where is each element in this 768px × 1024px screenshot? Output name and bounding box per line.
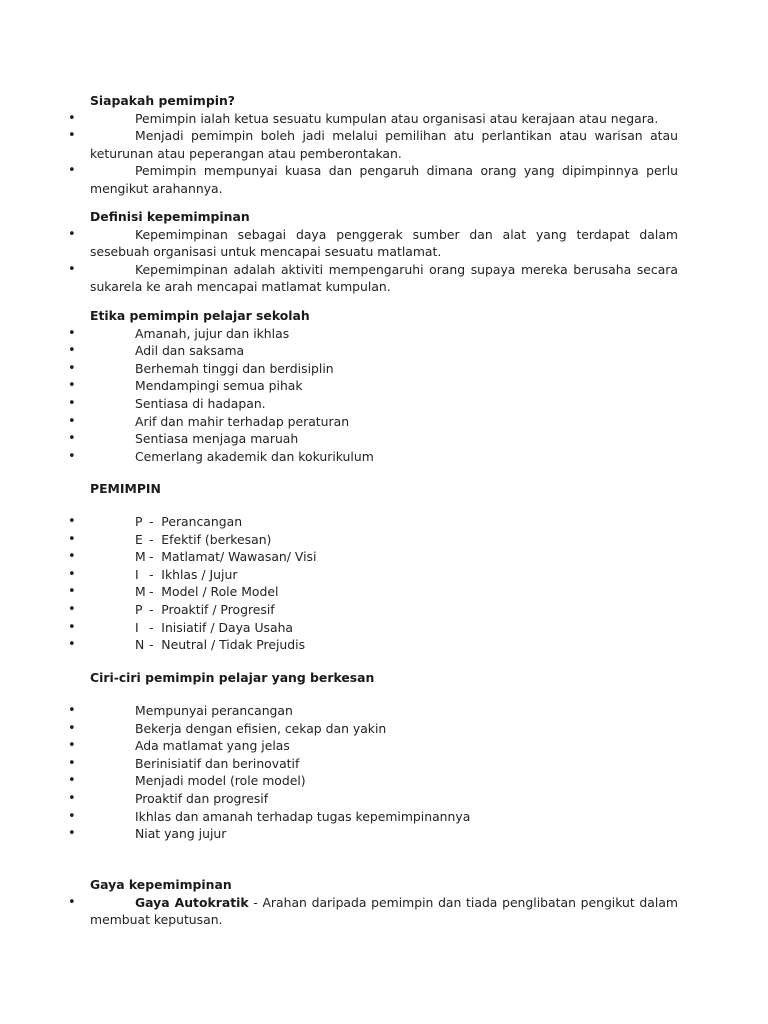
style-term: Gaya Autokratik	[135, 894, 249, 910]
bullet: •	[68, 378, 76, 394]
acronym-letter: P	[135, 514, 143, 529]
list-item	[68, 790, 678, 808]
acronym-item: • P - Perancangan	[68, 514, 243, 529]
acronym-meaning: Matlamat/ Wawasan/ Visi	[161, 549, 317, 565]
bullet: •	[68, 755, 76, 771]
section-ciri	[68, 702, 678, 843]
section-heading: Etika pemimpin pelajar sekolah	[90, 308, 310, 323]
bullet: •	[68, 549, 76, 565]
item-text: Mempunyai perancangan	[135, 703, 293, 718]
section-definisi	[68, 208, 678, 296]
list-item	[68, 737, 678, 755]
section-pemimpin-heading	[68, 480, 678, 498]
bullet: •	[68, 637, 76, 653]
acronym-letter: I	[135, 566, 139, 582]
list-item	[68, 127, 678, 162]
bullet: •	[68, 826, 76, 842]
item-text: Niat yang jujur	[135, 826, 227, 842]
acronym-item: • M - Model / Role Model	[68, 584, 279, 600]
section-etika	[68, 307, 678, 465]
item-text: Berinisiatif dan berinovatif	[135, 755, 300, 771]
bullet: •	[68, 261, 76, 277]
item-text: Adil dan saksama	[135, 343, 245, 359]
list-item	[68, 377, 678, 395]
acronym-letter: M	[135, 584, 146, 600]
list-item	[68, 325, 678, 343]
section-siapakah	[68, 92, 678, 198]
item-text: Pemimpin mempunyai kuasa dan pengaruh dimana orang yang dipimpinnya perlu mengikut arahannya.	[90, 163, 678, 196]
item-text: Kepemimpinan sebagai daya penggerak sumber dan alat yang terdapat dalam sesebuah organisasi untuk mencapai sesuatu matlamat.	[90, 226, 678, 260]
item-text: Arif dan mahir terhadap peraturan	[135, 413, 350, 429]
item-text: Berhemah tinggi dan berdisiplin	[135, 360, 334, 376]
acronym-meaning: Perancangan	[161, 514, 243, 529]
section-heading: PEMIMPIN	[90, 481, 161, 496]
bullet: •	[68, 531, 76, 547]
acronym-letter: P	[135, 601, 143, 617]
bullet: •	[68, 894, 76, 910]
bullet: •	[68, 773, 76, 789]
bullet: •	[68, 584, 76, 600]
item-text: Pemimpin ialah ketua sesuatu kumpulan atau organisasi atau kerajaan atau negara.	[135, 110, 659, 126]
acronym-letter: I	[135, 619, 139, 635]
acronym-meaning: Inisiatif / Daya Usaha	[161, 619, 294, 635]
bullet: •	[68, 413, 76, 429]
item-text: - Arahan daripada pemimpin dan tiada penglibatan pengikut dalam membuat keputusan.	[90, 894, 678, 928]
bullet: •	[68, 325, 76, 341]
acronym-letter: M	[135, 549, 146, 565]
acronym-letter: N	[135, 637, 145, 653]
list-item	[68, 226, 678, 261]
acronym-item: • I - Inisiatif / Daya Usaha	[68, 619, 294, 635]
section-heading: Ciri-ciri pemimpin pelajar yang berkesan	[90, 670, 375, 685]
acronym-item: • I - Ikhlas / Jujur	[68, 566, 238, 582]
item-text: Sentiasa di hadapan.	[135, 395, 266, 411]
item-text: Kepemimpinan adalah aktiviti mempengaruhi orang supaya mereka berusaha secara sukarela ke arah mencapai matlamat kumpulan.	[90, 261, 678, 295]
bullet: •	[68, 110, 76, 126]
list-item	[68, 808, 678, 826]
bullet: •	[68, 163, 76, 179]
section-pemimpin	[68, 513, 678, 654]
acronym-meaning: Neutral / Tidak Prejudis	[161, 637, 306, 653]
bullet: •	[68, 619, 76, 635]
list-item	[68, 720, 678, 738]
bullet: •	[68, 343, 76, 359]
bullet: •	[68, 566, 76, 582]
list-item	[68, 110, 678, 128]
bullet: •	[68, 703, 76, 718]
acronym-meaning: Efektif (berkesan)	[161, 531, 272, 547]
bullet: •	[68, 226, 76, 242]
acronym-meaning: Ikhlas / Jujur	[161, 566, 238, 582]
list-item	[68, 702, 678, 720]
bullet: •	[68, 514, 76, 529]
item-text: Proaktif dan progresif	[135, 790, 269, 806]
acronym-meaning: Proaktif / Progresif	[161, 601, 275, 617]
bullet: •	[68, 448, 76, 464]
list-item	[68, 261, 678, 296]
acronym-item: • N - Neutral / Tidak Prejudis	[68, 637, 306, 653]
acronym-letter: E	[135, 531, 143, 547]
item-text: Cemerlang akademik dan kokurikulum	[135, 448, 374, 464]
list-item	[68, 448, 678, 466]
bullet: •	[68, 360, 76, 376]
bullet: •	[68, 790, 76, 806]
list-item	[68, 825, 678, 843]
bullet: •	[68, 431, 76, 447]
bullet: •	[68, 720, 76, 736]
bullet: •	[68, 808, 76, 824]
list-item	[68, 772, 678, 790]
acronym-item: • M - Matlamat/ Wawasan/ Visi	[68, 549, 317, 565]
section-heading: Gaya kepemimpinan	[90, 877, 232, 892]
list-item	[68, 360, 678, 378]
bullet: •	[68, 395, 76, 411]
list-item	[68, 162, 678, 197]
item-text: Menjadi model (role model)	[135, 773, 306, 789]
item-text: Mendampingi semua pihak	[135, 378, 303, 394]
item-text: Bekerja dengan efisien, cekap dan yakin	[135, 720, 387, 736]
section-ciri-heading	[68, 669, 678, 687]
list-item	[68, 342, 678, 360]
acronym-item: • P - Proaktif / Progresif	[68, 601, 275, 617]
acronym-meaning: Model / Role Model	[161, 584, 279, 600]
list-item	[68, 755, 678, 773]
list-item	[68, 413, 678, 431]
list-item	[68, 395, 678, 413]
item-text: Amanah, jujur dan ikhlas	[135, 325, 290, 341]
section-gaya	[68, 876, 678, 929]
section-heading: Definisi kepemimpinan	[90, 209, 250, 224]
list-item	[68, 430, 678, 448]
item-text: Ada matlamat yang jelas	[135, 738, 290, 754]
item-text: Menjadi pemimpin boleh jadi melalui pemilihan atu perlantikan atau warisan atau keturunan atau peperangan atau pemberontakan.	[90, 128, 678, 161]
item-text: Sentiasa menjaga maruah	[135, 431, 299, 447]
bullet: •	[68, 128, 76, 144]
list-item	[68, 894, 678, 929]
bullet: •	[68, 601, 76, 617]
acronym-item: • E - Efektif (berkesan)	[68, 531, 272, 547]
bullet: •	[68, 738, 76, 754]
section-heading: Siapakah pemimpin?	[90, 93, 235, 108]
item-text: Ikhlas dan amanah terhadap tugas kepemimpinannya	[135, 808, 471, 824]
